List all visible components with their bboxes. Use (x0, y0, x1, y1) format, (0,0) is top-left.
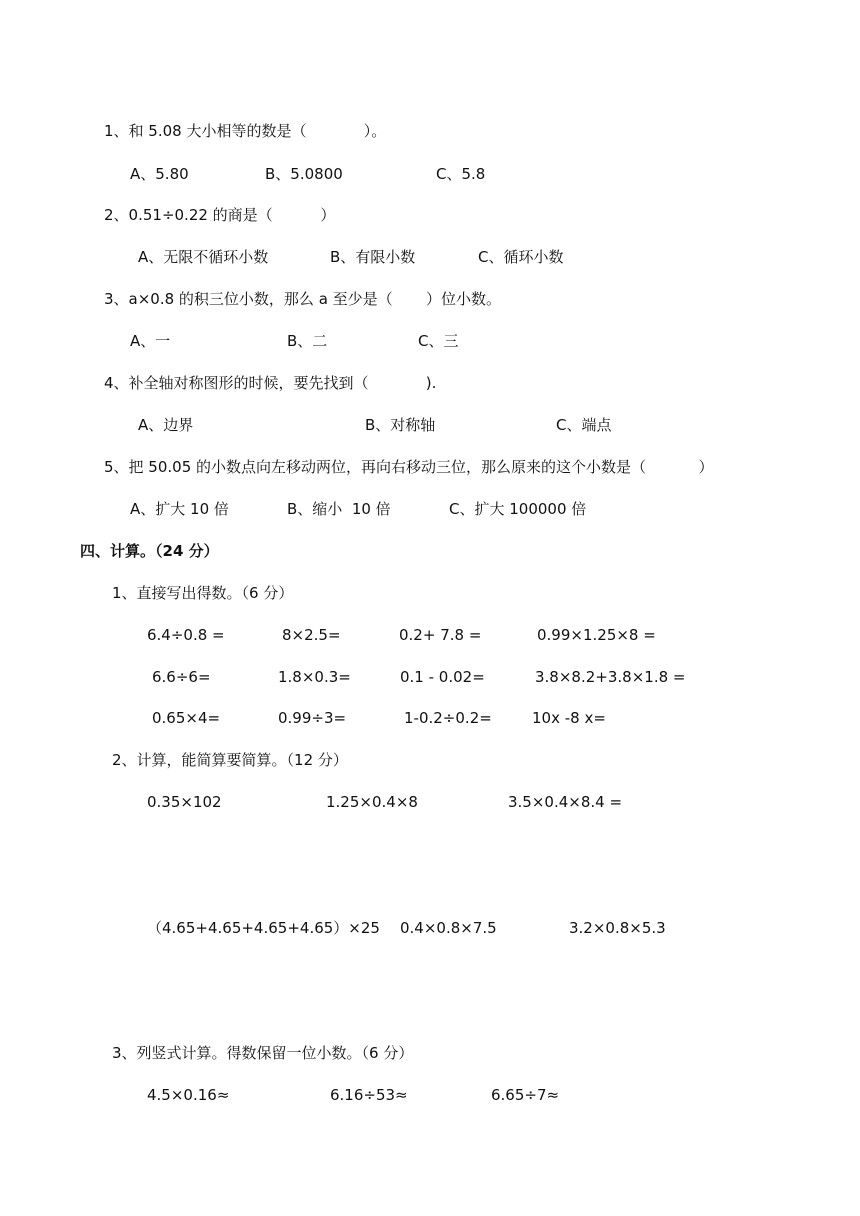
calculation-item: 3.2×0.8×5.3 (569, 919, 666, 937)
question-3-option-a: A、一 (130, 332, 171, 350)
vertical-calc-item: 4.5×0.16≈ (147, 1086, 230, 1104)
question-1-option-b: B、5.0800 (265, 165, 343, 183)
part-3-title: 3、列竖式计算。得数保留一位小数。（6 分） (112, 1044, 414, 1062)
question-4-stem: 4、补全轴对称图形的时候，要先找到（ ). (104, 374, 437, 392)
vertical-calc-item: 6.65÷7≈ (491, 1086, 560, 1104)
question-5-option-b: B、缩小 10 倍 (287, 500, 391, 518)
mental-math-item: 10x -8 x= (532, 709, 606, 727)
question-4-option-b: B、对称轴 (365, 416, 436, 434)
mental-math-item: 0.99÷3= (278, 709, 347, 727)
question-1-option-c: C、5.8 (436, 165, 486, 183)
calculation-item: 3.5×0.4×8.4 = (508, 793, 623, 811)
mental-math-item: 3.8×8.2+3.8×1.8 = (535, 668, 686, 686)
calculation-item: 1.25×0.4×8 (326, 793, 418, 811)
part-1-title: 1、直接写出得数。（6 分） (112, 584, 294, 602)
mental-math-item: 0.65×4= (152, 709, 221, 727)
mental-math-item: 0.1 - 0.02= (400, 668, 485, 686)
mental-math-item: 6.4÷0.8 = (147, 626, 225, 644)
question-3-option-c: C、三 (418, 332, 459, 350)
mental-math-item: 0.2+ 7.8 = (399, 626, 482, 644)
question-2-stem: 2、0.51÷0.22 的商是（ ） (104, 206, 336, 224)
vertical-calc-item: 6.16÷53≈ (330, 1086, 408, 1104)
calculation-item: 0.35×102 (147, 793, 222, 811)
question-1-option-a: A、5.80 (130, 165, 189, 183)
question-5-option-a: A、扩大 10 倍 (130, 500, 229, 518)
calculation-item: （4.65+4.65+4.65+4.65）×25 (147, 919, 380, 937)
part-2-title: 2、计算，能简算要简算。（12 分） (112, 751, 348, 769)
question-3-option-b: B、二 (287, 332, 328, 350)
question-3-stem: 3、a×0.8 的积三位小数，那么 a 至少是（ ）位小数。 (104, 290, 502, 308)
question-1-stem: 1、和 5.08 大小相等的数是（ ）。 (104, 122, 387, 140)
mental-math-item: 1.8×0.3= (278, 668, 351, 686)
question-4-option-a: A、边界 (138, 416, 194, 434)
mental-math-item: 6.6÷6= (152, 668, 211, 686)
mental-math-item: 8×2.5= (282, 626, 341, 644)
question-2-option-c: C、循环小数 (478, 248, 564, 266)
question-5-option-c: C、扩大 100000 倍 (449, 500, 587, 518)
section-title: 四、计算。（24 分） (80, 542, 219, 560)
question-2-option-a: A、无限不循环小数 (138, 248, 269, 266)
question-4-option-c: C、端点 (556, 416, 612, 434)
calculation-item: 0.4×0.8×7.5 (400, 919, 497, 937)
mental-math-item: 0.99×1.25×8 = (537, 626, 656, 644)
question-2-option-b: B、有限小数 (330, 248, 416, 266)
question-5-stem: 5、把 50.05 的小数点向左移动两位，再向右移动三位，那么原来的这个小数是（ ） (104, 458, 714, 476)
mental-math-item: 1-0.2÷0.2= (404, 709, 492, 727)
